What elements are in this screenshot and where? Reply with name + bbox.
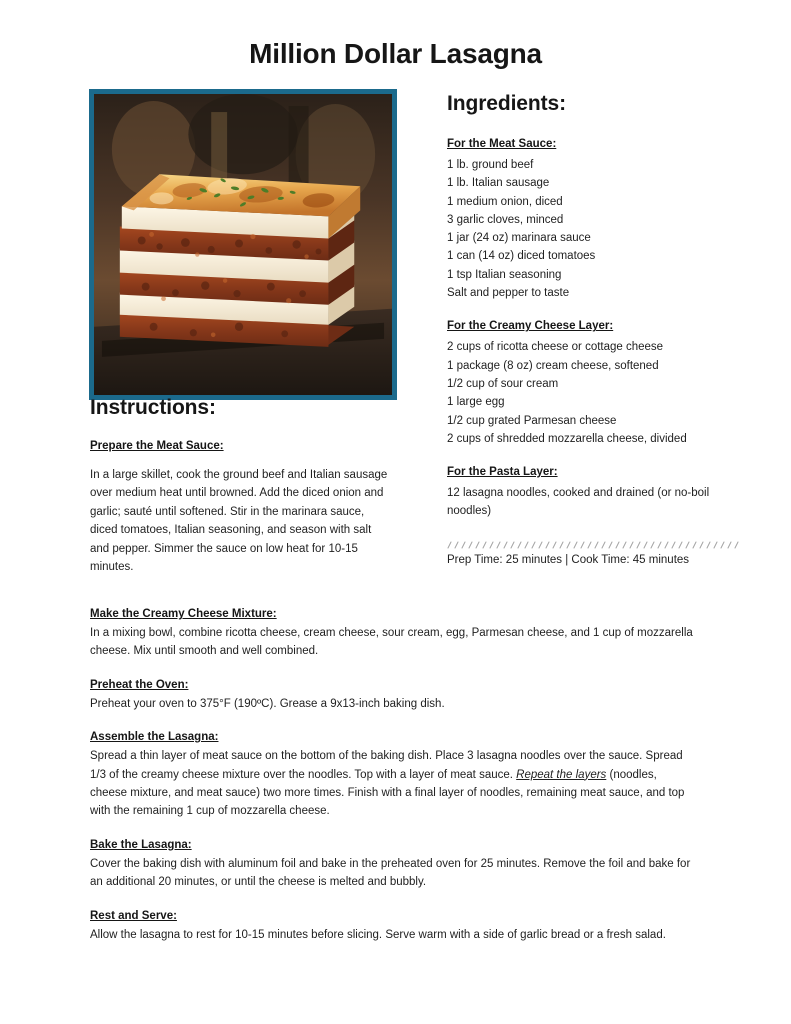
ingredients-section xyxy=(447,92,742,568)
ingredients-heading: Ingredients: xyxy=(447,92,566,115)
ingredient-item: 1/2 cup grated Parmesan cheese xyxy=(447,414,617,427)
instruction-step-title: Make the Creamy Cheese Mixture: xyxy=(90,608,277,620)
instruction-steps-list xyxy=(90,608,697,944)
instruction-step-title: Bake the Lasagna: xyxy=(90,838,192,851)
ingredient-item: Salt and pepper to taste xyxy=(447,287,570,300)
prep-cook-time: Prep Time: 25 minutes | Cook Time: 45 minutes xyxy=(447,553,690,566)
ingredient-item: 1 large egg xyxy=(447,396,505,409)
ingredient-item: 1 lb. ground beef xyxy=(447,159,534,171)
instruction-step-title: Preheat the Oven: xyxy=(90,678,189,691)
instruction-step-body: Preheat your oven to 375°F (190ºC). Grease a 9x13-inch baking dish. xyxy=(90,697,445,710)
instruction-step-title: Prepare the Meat Sauce: xyxy=(90,440,224,452)
instruction-step-body: In a large skillet, cook the ground beef and Italian sausage over medium heat until browned. Add the diced onion and garlic; sauté until softened. Stir in the marinara sauce, diced tomatoes, Italian seasoning, and season with salt and pepper. Simmer the sauce on low heat for 10-15 minutes. xyxy=(90,469,388,574)
instruction-step-body: Cover the baking dish with aluminum foil and bake in the preheated oven for 25 minutes. Remove the foil and bake for an additional 20 minutes, or until the cheese is melted and bubbly. xyxy=(90,857,691,889)
decorative-divider xyxy=(447,541,740,550)
instruction-step-emphasis: Repeat the layers xyxy=(516,768,607,781)
instruction-step-title: Assemble the Lasagna: xyxy=(90,731,219,744)
instruction-step-prepare-meat-sauce xyxy=(90,440,390,576)
instruction-step-creamy-cheese-mixture xyxy=(90,608,697,661)
instruction-step-bake-lasagna xyxy=(90,839,697,892)
ingredient-item: 12 lasagna noodles, cooked and drained (or no-boil noodles) xyxy=(447,487,710,518)
instruction-step-body-part2: (noodles, cheese mixture, and meat sauce) two more times. Finish with a final layer of noodles, remaining meat sauce, and top with the remaining 1 cup of mozzarella cheese. xyxy=(90,768,685,818)
instruction-step-body: In a mixing bowl, combine ricotta cheese, cream cheese, sour cream, egg, Parmesan cheese, and 1 cup of mozzarella cheese. Mix until smooth and well combined. xyxy=(90,627,693,658)
ingredient-item: 1 lb. Italian sausage xyxy=(447,177,550,190)
ingredient-item: 1 package (8 oz) cream cheese, softened xyxy=(447,359,659,372)
instruction-step-rest-and-serve xyxy=(90,910,697,944)
instruction-step-title: Rest and Serve: xyxy=(90,909,177,922)
ingredient-item: 3 garlic cloves, minced xyxy=(447,213,564,226)
instruction-step-body: Allow the lasagna to rest for 10-15 minutes before slicing. Serve warm with a side of garlic bread or a fresh salad. xyxy=(90,928,666,941)
ingredient-item: 1 can (14 oz) diced tomatoes xyxy=(447,250,596,263)
instruction-step-body xyxy=(90,747,697,821)
lasagna-photo xyxy=(89,89,397,400)
ingredient-group-title: For the Creamy Cheese Layer: xyxy=(447,320,614,333)
instruction-step-assemble-lasagna xyxy=(90,731,697,821)
instruction-step-body-part1: Spread a thin layer of meat sauce on the bottom of the baking dish. Place 3 lasagna noodles over the sauce. Spread 1/3 of the creamy cheese mixture over the noodles. Top with a layer of meat sauce. xyxy=(90,750,683,781)
ingredient-item: 2 cups of ricotta cheese or cottage cheese xyxy=(447,341,664,354)
hatch-divider-icon xyxy=(447,541,740,550)
ingredient-group-pasta-layer xyxy=(447,466,742,521)
ingredient-group-meat-sauce xyxy=(447,138,742,302)
ingredient-item: 1 tsp Italian seasoning xyxy=(447,268,562,281)
ingredient-group-title: For the Meat Sauce: xyxy=(447,138,557,150)
ingredient-group-title: For the Pasta Layer: xyxy=(447,466,558,479)
lasagna-photo-illustration xyxy=(94,94,392,395)
instruction-step-preheat-oven xyxy=(90,679,697,713)
ingredient-item: 1/2 cup of sour cream xyxy=(447,377,559,390)
ingredient-item: 1 jar (24 oz) marinara sauce xyxy=(447,232,591,245)
ingredient-item: 1 medium onion, diced xyxy=(447,195,563,208)
ingredient-group-cheese-layer xyxy=(447,320,742,448)
ingredient-item: 2 cups of shredded mozzarella cheese, divided xyxy=(447,432,687,445)
instructions-heading: Instructions: xyxy=(90,396,216,419)
page-title: Million Dollar Lasagna xyxy=(249,38,542,69)
